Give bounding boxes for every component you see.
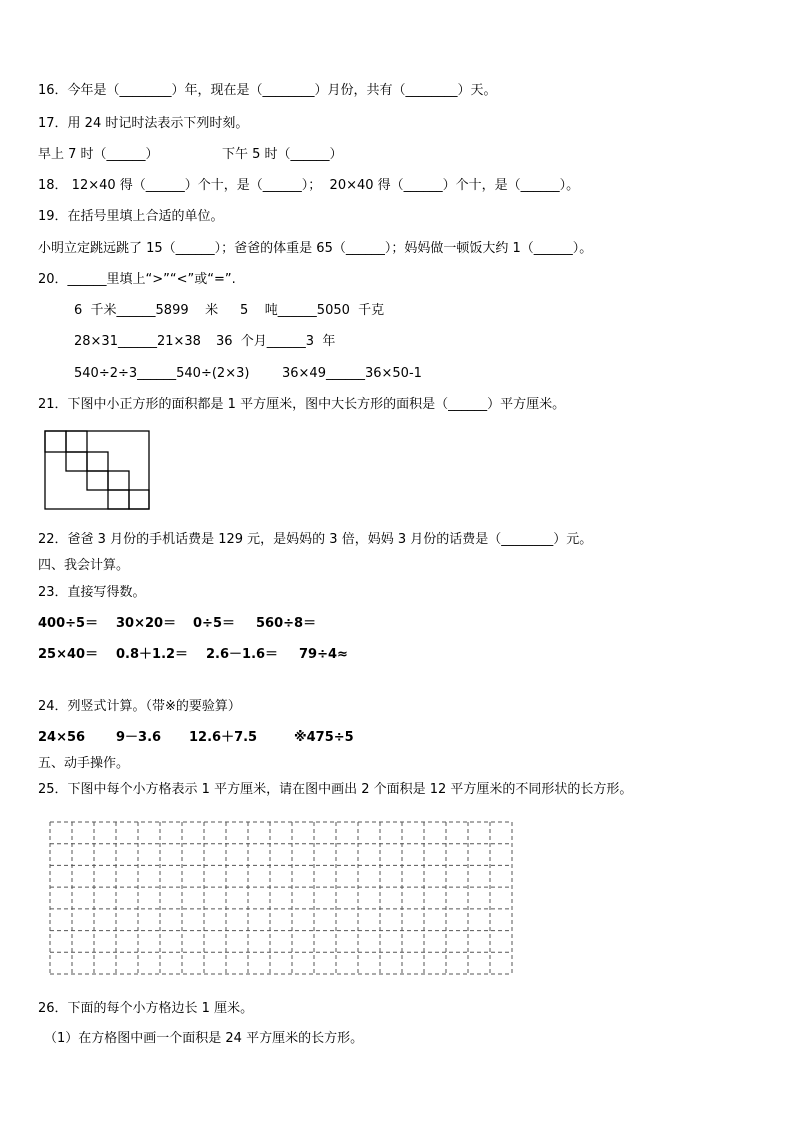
question-26: 26．下面的每个小方格边长 1 厘米。 (38, 1001, 254, 1016)
staircase-rectangle-figure (44, 430, 152, 512)
dashed-grid (48, 820, 516, 978)
question-24-item-2: 9－3.6 (116, 730, 162, 745)
small-square (45, 431, 66, 452)
question-20-item-5: 540÷2÷3______540÷(2×3) (74, 366, 250, 381)
question-23-item-6: 0.8＋1.2＝ (116, 647, 189, 662)
question-23-item-3: 0÷5＝ (193, 616, 235, 631)
section-5-title: 五、动手操作。 (38, 756, 130, 771)
question-25: 25．下图中每个小方格表示 1 平方厘米，请在图中画出 2 个面积是 12 平方厘米的不同形状的长方形。 (38, 782, 633, 797)
question-19: 19．在括号里填上合适的单位。 (38, 209, 224, 224)
question-20-item-3: 28×31______21×38 (74, 334, 201, 349)
question-23-item-4: 560÷8＝ (256, 616, 317, 631)
question-24-item-4: ※475÷5 (294, 730, 354, 745)
question-21: 21．下图中小正方形的面积都是 1 平方厘米，图中大长方形的面积是（______）平方厘米。 (38, 397, 566, 412)
question-24: 24．列竖式计算。（带※的要验算） (38, 699, 241, 714)
question-18: 18． 12×40 得（______）个十，是（______）； 20×40 得（______）个十，是（______）。 (38, 178, 580, 193)
question-22: 22．爸爸 3 月份的手机话费是 129 元，是妈妈的 3 倍，妈妈 3 月份的话费是（________）元。 (38, 532, 593, 547)
question-24-item-1: 24×56 (38, 730, 86, 745)
question-26-part-1: （1）在方格图中画一个面积是 24 平方厘米的长方形。 (44, 1031, 364, 1046)
small-square (66, 452, 87, 471)
question-20: 20．______里填上“>”“<”或“=”. (38, 272, 236, 287)
section-4-title: 四、我会计算。 (38, 558, 130, 573)
small-square (66, 431, 87, 452)
question-16: 16．今年是（________）年，现在是（________）月份，共有（________）天。 (38, 83, 497, 98)
small-square (129, 490, 149, 509)
question-17-morning: 早上 7 时（______） (38, 147, 159, 162)
question-23-item-1: 400÷5＝ (38, 616, 99, 631)
small-square (87, 452, 108, 471)
small-square (108, 490, 129, 509)
question-19-items: 小明立定跳远跳了 15（______）；爸爸的体重是 65（______）；妈妈做一顿饭大约 1（______）。 (38, 241, 593, 256)
question-23-item-8: 79÷4≈ (299, 647, 348, 662)
question-20-item-1: 6 千米______5899 米 (74, 303, 219, 318)
question-20-item-6: 36×49______36×50-1 (282, 366, 422, 381)
large-rectangle (45, 431, 149, 509)
question-23: 23．直接写得数。 (38, 585, 146, 600)
question-20-item-2: 5 吨______5050 千克 (240, 303, 385, 318)
question-24-item-3: 12.6＋7.5 (189, 730, 258, 745)
question-20-item-4: 36 个月______3 年 (216, 334, 336, 349)
question-23-item-5: 25×40＝ (38, 647, 99, 662)
small-square (108, 471, 129, 490)
question-23-item-2: 30×20＝ (116, 616, 177, 631)
question-17-afternoon: 下午 5 时（______） (222, 147, 343, 162)
question-23-item-7: 2.6－1.6＝ (206, 647, 279, 662)
small-square (87, 471, 108, 490)
question-17: 17．用 24 时记时法表示下列时刻。 (38, 116, 249, 131)
